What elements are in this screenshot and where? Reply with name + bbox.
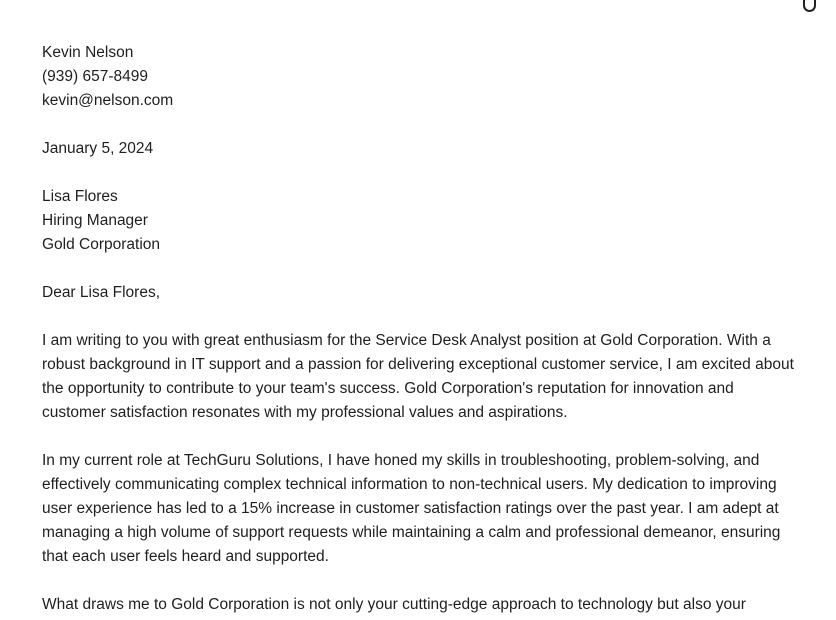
letter-date: January 5, 2024 (42, 140, 154, 157)
sender-block (42, 41, 800, 113)
sender-email: kevin@nelson.com (42, 92, 174, 109)
date-block (42, 137, 800, 161)
recipient-name: Lisa Flores (42, 188, 118, 205)
body-paragraph-3: What draws me to Gold Corporation is not only your cutting-edge approach to technology but also your (42, 596, 746, 613)
partial-icon (803, 0, 816, 12)
body-paragraph-2: In my current role at TechGuru Solutions, I have honed my skills in troubleshooting, problem-solving, and effectively communicating complex technical information to non-technical users. My dedication to improving user experience has led to a 15% increase in customer satisfaction ratings over the past year. I am adept at managing a high volume of support requests while maintaining a calm and professional demeanor, ensuring that each user feels heard and supported. (42, 452, 781, 565)
cover-letter (42, 41, 800, 620)
recipient-block (42, 185, 800, 257)
recipient-company: Gold Corporation (42, 236, 161, 253)
salutation: Dear Lisa Flores, (42, 284, 161, 301)
body-paragraph-1: I am writing to you with great enthusiasm for the Service Desk Analyst position at Gold Corporation. With a robust background in IT support and a passion for delivering exceptional customer service, I am excited about the opportunity to contribute to your team's success. Gold Corporation's reputation for innovation and customer satisfaction resonates with my professional values and aspirations. (42, 332, 794, 421)
sender-phone: (939) 657-8499 (42, 68, 148, 85)
recipient-title: Hiring Manager (42, 212, 148, 229)
sender-name: Kevin Nelson (42, 44, 134, 61)
